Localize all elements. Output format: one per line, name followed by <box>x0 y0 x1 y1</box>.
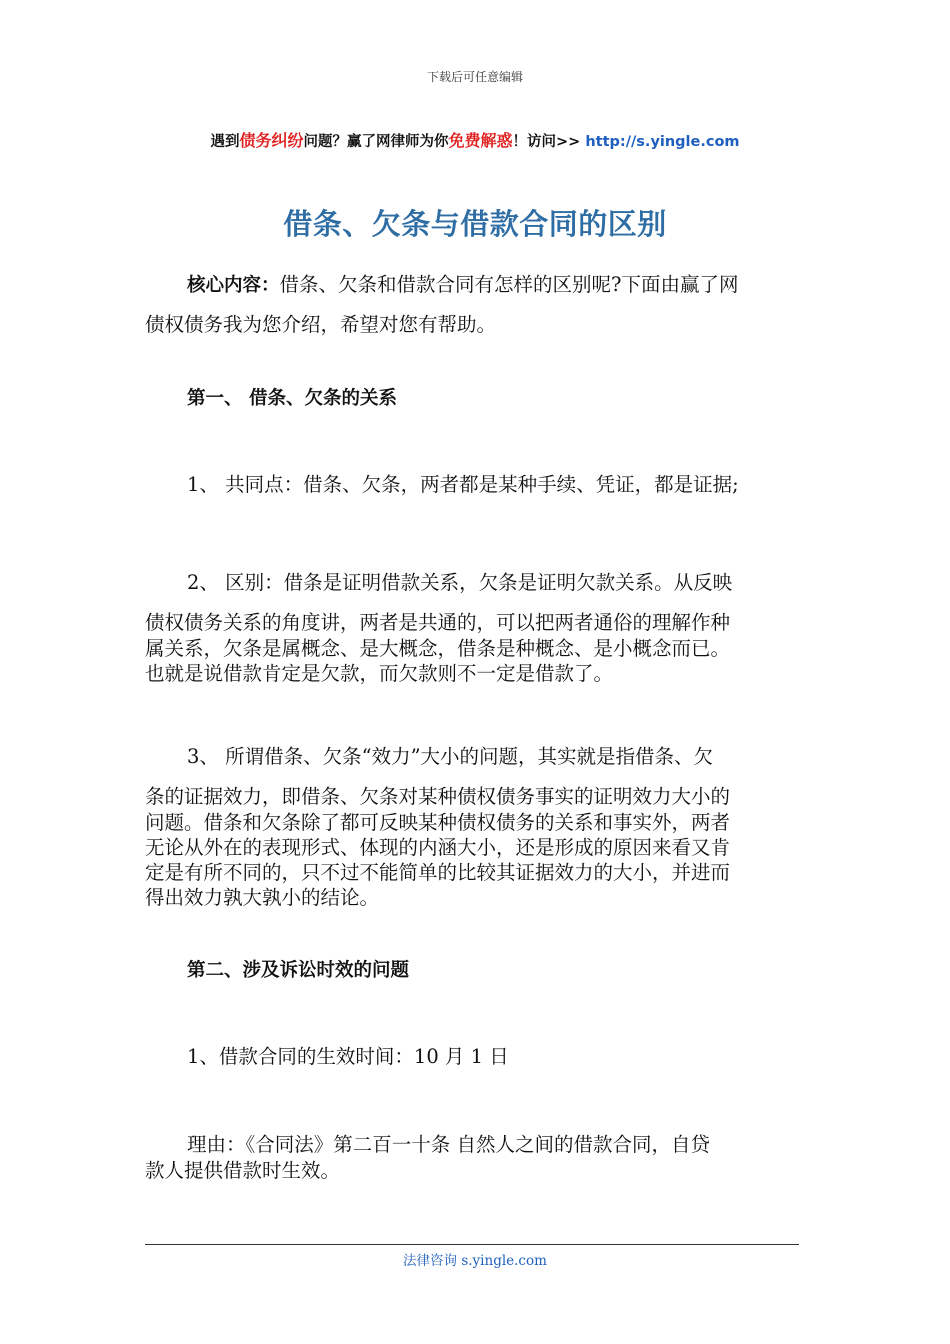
intro-text-1: 借条、欠条和借款合同有怎样的区别呢?下面由赢了网 <box>279 273 739 296</box>
intro-line-1 <box>145 272 805 298</box>
promo-banner <box>0 128 950 151</box>
promo-link[interactable]: http://s.yingle.com <box>585 134 740 150</box>
header-note: 下载后可任意编辑 <box>426 70 523 84</box>
intro-label: 核心内容： <box>187 275 280 296</box>
item-2-line-4: 也就是说借款肯定是欠款，而欠款则不一定是借款了。 <box>145 662 614 685</box>
item-3-line-2: 条的证据效力，即借条、欠条对某种债权债务事实的证明效力大小的 <box>145 785 731 808</box>
promo-text-1: 遇到 <box>210 134 240 150</box>
section-2-item-1: 1、借款合同的生效时间：10 月 1 日 <box>187 1045 509 1068</box>
reason-line-1: 理由：《合同法》第二百一十条 自然人之间的借款合同，自贷 <box>187 1133 710 1156</box>
promo-text-3: ！访问>> <box>512 134 586 150</box>
document-title: 借条、欠条与借款合同的区别 <box>283 207 667 241</box>
promo-highlight-debt: 债务纠纷 <box>239 131 304 150</box>
reason-line-2: 款人提供借款时生效。 <box>145 1159 341 1182</box>
footer-divider <box>145 1244 799 1245</box>
item-1: 1、 共同点：借条、欠条，两者都是某种手续、凭证，都是证据; <box>187 473 739 496</box>
item-3-line-5: 定是有所不同的，只不过不能简单的比较其证据效力的大小，并进而 <box>145 861 731 884</box>
promo-highlight-free: 免费解惑 <box>448 131 513 150</box>
item-3-line-3: 问题。借条和欠条除了都可反映某种债权债务的关系和事实外，两者 <box>145 811 731 834</box>
promo-text-2: 问题？赢了网律师为你 <box>303 134 449 150</box>
intro-line-2: 债权债务我为您介绍，希望对您有帮助。 <box>145 313 497 336</box>
item-2-line-1: 2、 区别：借条是证明借款关系，欠条是证明欠款关系。从反映 <box>187 571 733 594</box>
item-2-line-3: 属关系，欠条是属概念、是大概念，借条是种概念、是小概念而已。 <box>145 637 731 660</box>
item-3-line-4: 无论从外在的表现形式、体现的内涵大小，还是形成的原因来看又肯 <box>145 836 731 859</box>
item-3-line-6: 得出效力孰大孰小的结论。 <box>145 886 380 909</box>
section-1-heading: 第一、 借条、欠条的关系 <box>187 388 397 409</box>
footer-link[interactable]: 法律咨询 s.yingle.com <box>403 1253 547 1269</box>
section-2-heading: 第二、涉及诉讼时效的问题 <box>187 960 410 981</box>
item-3-line-1: 3、 所谓借条、欠条“效力”大小的问题，其实就是指借条、欠 <box>187 745 714 768</box>
item-2-line-2: 债权债务关系的角度讲，两者是共通的，可以把两者通俗的理解作种 <box>145 611 731 634</box>
